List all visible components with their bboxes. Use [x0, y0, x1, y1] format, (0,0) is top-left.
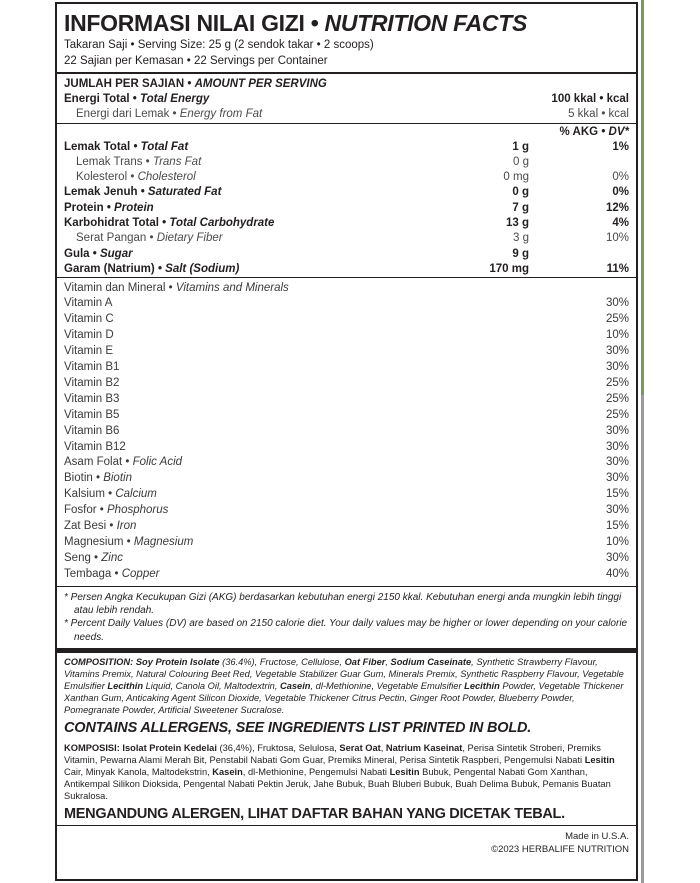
nutrient-daily-value: 12%: [605, 201, 629, 214]
nutrient-name: Garam (Natrium) • Salt (Sodium): [64, 262, 240, 275]
nutrient-amount: 13 g: [505, 217, 529, 230]
vitamin-name-en: Biotin: [103, 472, 132, 485]
nutrient-name-en: Cholesterol: [137, 171, 196, 184]
vitamin-daily-value: 15%: [605, 488, 629, 501]
vitamin-name-id: Seng: [64, 551, 91, 564]
energy-from-fat-en: Energy from Fat: [179, 108, 263, 121]
energy-value: 100 kkal • kcal: [551, 93, 629, 106]
energy-from-fat-id: Energi dari Lemak: [76, 108, 170, 121]
nutrient-amount: 0 mg: [503, 171, 529, 184]
nutrient-name-id: Kolesterol: [76, 171, 128, 184]
vitamin-row: [64, 376, 629, 392]
nutrient-name: Lemak Jenuh • Saturated Fat: [64, 186, 222, 199]
vitamins-table: [64, 296, 629, 583]
vitamin-name: [64, 312, 571, 328]
nutrient-name-id: Lemak Total: [64, 140, 131, 153]
footnote-indonesian: * Persen Angka Kecukupan Gizi (AKG) berdasarkan kebutuhan energi 2150 kkal. Kebutuhan energi anda mungkin lebih tinggi atau lebih rendah.: [64, 591, 622, 617]
nutrient-amount: 170 mg: [489, 262, 529, 275]
nutrient-name-en: Protein: [114, 201, 154, 214]
nutrient-name-en: Dietary Fiber: [156, 232, 223, 245]
title-english: NUTRITION FACTS: [324, 10, 528, 36]
vitamins-header-id: Vitamin dan Mineral: [64, 282, 166, 295]
page-title: [64, 4, 629, 35]
vitamin-daily-value: 15%: [605, 520, 629, 533]
vitamin-row: [64, 487, 629, 503]
vitamin-name-id: Vitamin B2: [64, 376, 120, 389]
grey-accent-stripe: [641, 395, 644, 883]
vitamin-name: [64, 392, 571, 408]
nutrient-row: [64, 262, 629, 277]
vitamin-row: [64, 440, 629, 456]
vitamin-name-id: Vitamin B3: [64, 392, 120, 405]
nutrient-row: [64, 216, 629, 231]
footnote-english: * Percent Daily Values (DV) are based on 2150 calorie diet. Your daily values may be higher or lower depending on your calorie needs.: [64, 618, 628, 643]
vitamin-daily-value: 30%: [605, 297, 629, 310]
nutrient-name-id: Karbohidrat Total: [64, 217, 159, 230]
nutrient-row: [64, 231, 629, 246]
allergen-statement-english: CONTAINS ALLERGENS, SEE INGREDIENTS LIST PRINTED IN BOLD.: [64, 720, 532, 737]
vitamin-row: [64, 471, 629, 487]
energy-name-en: Total Energy: [140, 93, 210, 106]
nutrient-name: Kolesterol • Cholesterol: [76, 171, 196, 184]
vitamin-row: [64, 360, 629, 376]
green-accent-stripe: [641, 0, 644, 395]
nutrient-name-id: Garam (Natrium): [64, 262, 155, 275]
vitamin-name-id: Vitamin B1: [64, 360, 120, 373]
nutrient-amount: 0 g: [513, 155, 529, 168]
nutrient-name-id: Lemak Trans: [76, 155, 143, 168]
vitamin-daily-value: 10%: [605, 329, 629, 342]
nutrient-daily-value: 11%: [606, 262, 629, 275]
nutrient-daily-value: 0%: [612, 186, 629, 199]
vitamin-row: [64, 424, 629, 440]
vitamin-name: [64, 296, 571, 312]
row-total-energy: Energi Total • Total Energy 100 kkal • kcal: [64, 92, 629, 107]
vitamin-daily-value: 30%: [605, 551, 629, 564]
nutrient-name-id: Lemak Jenuh: [64, 186, 138, 199]
vitamin-name: [64, 424, 571, 440]
nutrient-amount: 7 g: [512, 201, 529, 214]
vitamin-name: Fosfor • Phosphorus: [64, 504, 169, 517]
amount-per-serving-header: JUMLAH PER SAJIAN • AMOUNT PER SERVING: [64, 78, 327, 91]
vitamin-name-id: Vitamin C: [64, 313, 114, 326]
vitamin-row: [64, 503, 629, 519]
vitamin-row: [64, 312, 629, 328]
nutrient-amount: 9 g: [512, 247, 529, 260]
vitamin-name-id: Vitamin B6: [64, 424, 120, 437]
nutrient-name: Serat Pangan • Dietary Fiber: [76, 232, 223, 245]
vitamin-daily-value: 30%: [605, 360, 629, 373]
composition-indonesian: [64, 740, 629, 802]
title-separator: •: [304, 10, 325, 36]
vitamin-name: Kalsium • Calcium: [64, 488, 157, 501]
vitamin-name: Biotin • Biotin: [64, 472, 132, 485]
nutrient-name: Protein • Protein: [64, 201, 154, 214]
nutrient-table: [64, 140, 629, 278]
nutrient-name-en: Sugar: [99, 247, 133, 260]
dv-header-id: % AKG: [559, 125, 599, 138]
vitamin-name-id: Tembaga: [64, 567, 112, 580]
composition-en-label: COMPOSITION:: [64, 657, 134, 668]
nutrient-daily-value: 10%: [605, 232, 629, 245]
servings-per-container: 22 Sajian per Kemasan • 22 Servings per Container: [64, 54, 328, 67]
vitamins-header-en: Vitamins and Minerals: [175, 282, 289, 295]
vitamin-daily-value: 10%: [605, 536, 629, 549]
vitamin-name-en: Copper: [121, 567, 160, 580]
allergen-statement-indonesian: MENGANDUNG ALERGEN, LIHAT DAFTAR BAHAN YANG DICETAK TEBAL.: [64, 805, 565, 822]
vitamin-name-id: Zat Besi: [64, 520, 107, 533]
vitamin-name: Magnesium • Magnesium: [64, 536, 194, 549]
vitamin-name-id: Vitamin A: [64, 297, 113, 310]
vitamin-name: [64, 408, 571, 424]
vitamin-row: [64, 535, 629, 551]
nutrient-name-en: Salt (Sodium): [165, 262, 240, 275]
vitamin-row: [64, 551, 629, 567]
vitamin-name-id: Kalsium: [64, 488, 105, 501]
vitamin-name: [64, 376, 571, 392]
nutrient-row: [64, 201, 629, 216]
vitamin-row: [64, 344, 629, 360]
made-in: Made in U.S.A.: [565, 831, 629, 843]
nutrient-row: [64, 155, 629, 170]
energy-name-id: Energi Total: [64, 93, 130, 106]
vitamin-daily-value: 30%: [605, 472, 629, 485]
vitamin-daily-value: 30%: [605, 504, 629, 517]
vitamin-name-en: Iron: [116, 520, 137, 533]
vitamin-name-en: Folic Acid: [132, 456, 183, 469]
energy-from-fat-value: 5 kkal • kcal: [568, 108, 629, 121]
dv-header-en: DV*: [608, 125, 629, 138]
vitamin-row: [64, 567, 629, 583]
daily-value-header: % AKG • DV*: [559, 125, 629, 138]
copyright-notice: ©2023 HERBALIFE NUTRITION: [491, 843, 629, 855]
nutrient-name: Gula • Sugar: [64, 247, 133, 260]
vitamin-name: [64, 360, 571, 376]
footnote-block: [64, 587, 629, 648]
vitamin-name-id: Asam Folat: [64, 456, 123, 469]
vitamin-daily-value: 25%: [605, 313, 629, 326]
amount-per-serving-id: JUMLAH PER SAJIAN: [64, 78, 185, 91]
serving-size: Takaran Saji • Serving Size: 25 g (2 sendok takar • 2 scoops): [64, 39, 374, 52]
title-indonesian: INFORMASI NILAI GIZI: [64, 10, 305, 36]
vitamin-daily-value: 30%: [605, 424, 629, 437]
vitamin-name-en: Magnesium: [133, 536, 194, 549]
composition-english: [64, 653, 629, 716]
nutrient-name-id: Protein: [64, 201, 104, 214]
vitamin-daily-value: 25%: [605, 408, 629, 421]
vitamin-row: [64, 328, 629, 344]
composition-id-label: KOMPOSISI:: [64, 742, 120, 753]
nutrient-row: [64, 170, 629, 185]
nutrient-name: Lemak Trans • Trans Fat: [76, 155, 202, 168]
vitamin-name: [64, 344, 571, 360]
vitamin-name: Seng • Zinc: [64, 551, 124, 564]
amount-per-serving-en: AMOUNT PER SERVING: [194, 78, 327, 91]
vitamin-daily-value: 25%: [605, 376, 629, 389]
vitamin-row: [64, 519, 629, 535]
manufacturer-info: [64, 826, 629, 856]
vitamin-row: [64, 296, 629, 312]
vitamin-name: Tembaga • Copper: [64, 567, 160, 580]
vitamin-name-id: Vitamin D: [64, 329, 114, 342]
vitamin-name-id: Fosfor: [64, 504, 97, 517]
vitamin-name-en: Phosphorus: [107, 504, 169, 517]
vitamin-name-en: Calcium: [115, 488, 157, 501]
nutrient-name: Karbohidrat Total • Total Carbohydrate: [64, 217, 275, 230]
nutrient-amount: 3 g: [513, 232, 529, 245]
vitamin-daily-value: 30%: [605, 345, 629, 357]
row-energy-from-fat: Energi dari Lemak • Energy from Fat 5 kkal • kcal: [64, 107, 629, 122]
nutrient-name-id: Serat Pangan: [76, 232, 147, 245]
composition-en-text: Soy Protein Isolate (36.4%), Fructose, Cellulose, Oat Fiber, Sodium Caseinate, Synthetic Strawberry Flavour, Vitamins Premix, Natural Colouring Beet Red, Vegetable Stabilizer Guar Gum, Minerals Premix, Synthetic Raspberry Flavour, Vegetable Emulsifier Lecithin Liquid, Canola Oil, Maltodextrin, Casein, dl-Methionine, Vegetable Emulsifier Lecithin Powder, Vegetable Thickener Xanthan Gum, Anticaking Agent Silicon Dioxide, Vegetable Thickener Citrus Pectin, Ginger Root Powder, Blueberry Powder, Pomegranate Powder, Artificial Sweetener Sucralose.: [64, 657, 624, 716]
nutrient-amount: 0 g: [512, 186, 529, 199]
nutrient-name-en: Saturated Fat: [147, 186, 222, 199]
vitamin-row: [64, 455, 629, 471]
vitamin-name-en: Zinc: [101, 551, 124, 564]
vitamin-name-id: Vitamin B5: [64, 408, 120, 421]
nutrient-daily-value: 0%: [612, 171, 629, 184]
vitamin-row: [64, 392, 629, 408]
nutrient-amount: 1 g: [512, 140, 529, 153]
vitamin-daily-value: 30%: [605, 440, 629, 453]
vitamin-row: [64, 408, 629, 424]
nutrient-name-en: Trans Fat: [152, 155, 202, 168]
nutrient-daily-value: 1%: [612, 140, 629, 153]
nutrient-name-en: Total Carbohydrate: [169, 217, 275, 230]
vitamin-daily-value: 25%: [605, 392, 629, 405]
nutrient-name-id: Gula: [64, 247, 90, 260]
vitamin-name-id: Vitamin B12: [64, 440, 126, 453]
vitamin-name: [64, 328, 571, 344]
vitamin-name-id: Biotin: [64, 472, 93, 485]
vitamin-name-id: Magnesium: [64, 536, 124, 549]
nutrition-facts-panel: [55, 2, 638, 881]
nutrient-daily-value: 4%: [612, 217, 629, 230]
vitamin-name: [64, 440, 571, 456]
nutrient-name: Lemak Total • Total Fat: [64, 140, 189, 153]
nutrient-row: [64, 247, 629, 262]
vitamins-minerals-header: Vitamin dan Mineral • Vitamins and Minerals: [64, 282, 289, 295]
composition-id-text: Isolat Protein Kedelai (36,4%), Fruktosa, Selulosa, Serat Oat, Natrium Kaseinat, Perisa Sintetik Stroberi, Premiks Vitamin, Pewarna Alami Merah Bit, Penstabil Nabati Gom Guar, Premiks Mineral, Perisa Sintetik Raspberi, Pengemulsi Nabati Lesitin Cair, Minyak Kanola, Maltodekstrin, Kasein, dl-Methionine, Pengemulsi Nabati Lesitin Bubuk, Pengental Nabati Gom Xanthan, Antikempal Silikon Dioksida, Pengental Nabati Pektin Jeruk, Jahe Bubuk, Buah Bluberi Bubuk, Buah Delima Bubuk, Pemanis Buatan Sukralosa.: [64, 742, 615, 801]
nutrient-name-en: Total Fat: [140, 140, 189, 153]
vitamin-name-id: Vitamin E: [64, 345, 114, 357]
vitamin-name: Asam Folat • Folic Acid: [64, 456, 183, 469]
vitamin-name: Zat Besi • Iron: [64, 520, 137, 533]
nutrient-row: [64, 185, 629, 200]
vitamin-daily-value: 40%: [605, 567, 629, 580]
nutrient-row: [64, 140, 629, 155]
vitamin-daily-value: 30%: [605, 456, 629, 469]
serving-info: [64, 35, 629, 72]
